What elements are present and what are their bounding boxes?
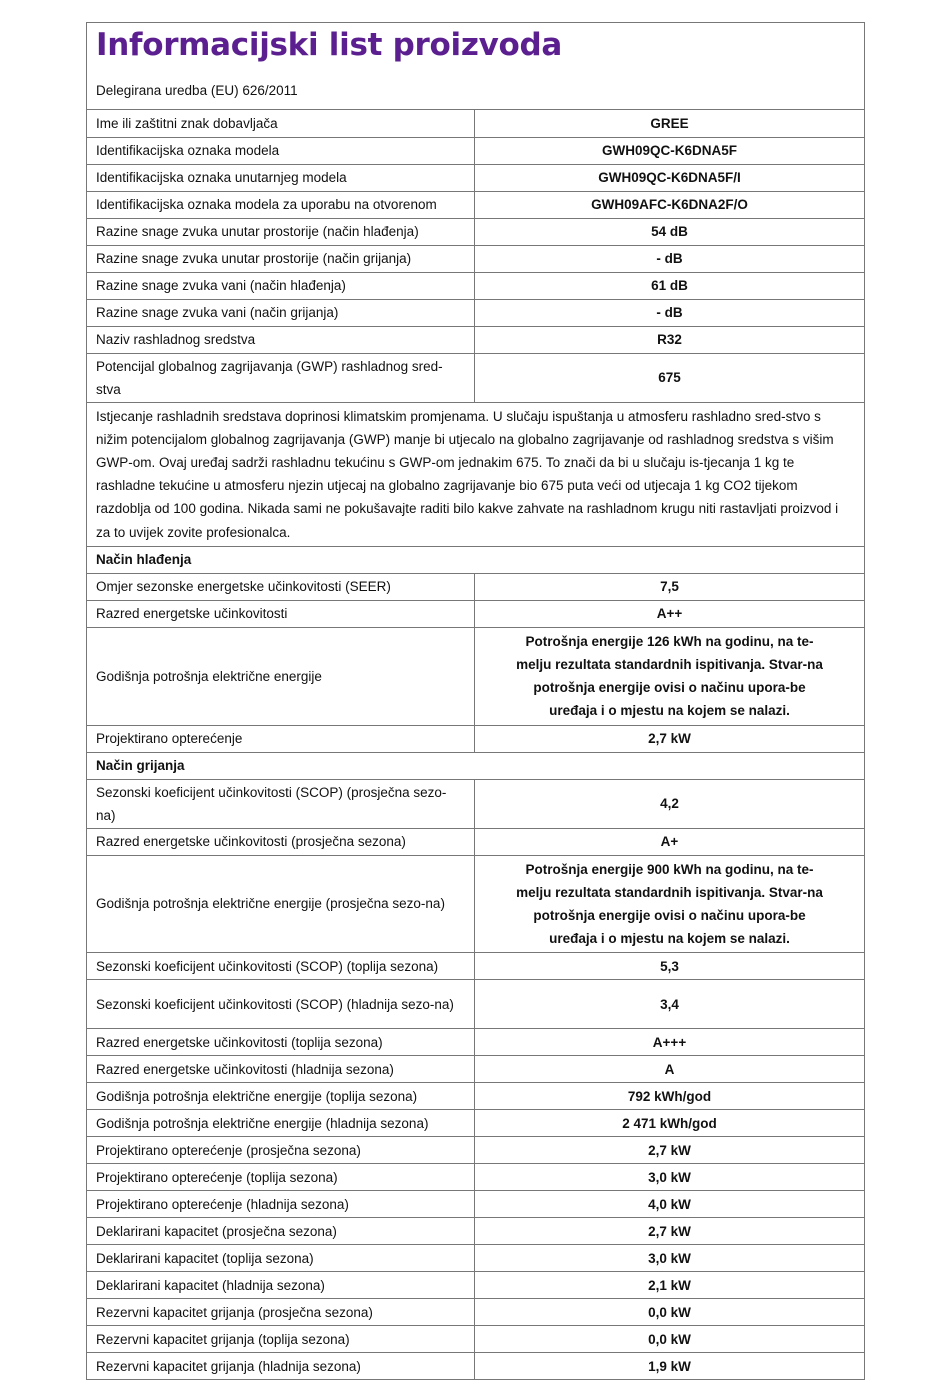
row-label: Sezonski koeficijent učinkovitosti (SCOP) (prosječna sezo-na) (87, 779, 475, 828)
row-value: Potrošnja energije 126 kWh na godinu, na te-melju rezultata standardnih ispitivanja. Stvar-na potrošnja energije ovisi o načinu upora-be uređaja i o mjestu na kojem se nalazi. (475, 627, 865, 725)
row-value: 5,3 (475, 953, 865, 980)
row-label: Ime ili zaštitni znak dobavljača (87, 110, 475, 137)
row-value: 3,0 kW (475, 1245, 865, 1272)
heating-heading: Način grijanja (87, 752, 864, 779)
table-row (87, 1353, 864, 1380)
row-label: Razine snage zvuka vani (način grijanja) (87, 299, 475, 326)
row-label: Deklarirani kapacitet (hladnija sezona) (87, 1272, 475, 1299)
row-label: Rezervni kapacitet grijanja (hladnija sezona) (87, 1353, 475, 1380)
table-row (87, 855, 864, 953)
table-row (87, 600, 864, 627)
row-label: Rezervni kapacitet grijanja (toplija sezona) (87, 1326, 475, 1353)
row-value: 2,7 kW (475, 1137, 865, 1164)
table-row (87, 980, 864, 1029)
row-value: 4,2 (475, 779, 865, 828)
row-label: Razine snage zvuka unutar prostorije (način hlađenja) (87, 218, 475, 245)
row-value: 2,7 kW (475, 725, 865, 752)
page-title: Informacijski list proizvoda (96, 27, 562, 63)
row-value: GWH09QC-K6DNA5F (475, 137, 865, 164)
row-value: - dB (475, 299, 865, 326)
row-label: Razine snage zvuka vani (način hlađenja) (87, 272, 475, 299)
table-row (87, 218, 864, 245)
table-row (87, 725, 864, 752)
table-row (87, 353, 864, 402)
table-row (87, 245, 864, 272)
row-value: - dB (475, 245, 865, 272)
gwp-notice: Istjecanje rashladnih sredstava doprinosi klimatskim promjenama. U slučaju ispuštanja u atmosferu rashladno sred-stvo s nižim potencijalom globalnog zagrijavanja (GWP) manje bi utjecalo na globalno zagrijavanje od rashladnog sredstva s višim GWP-om. Ovaj uređaj sadrži rashladnu tekućinu s GWP-om jednakim 675. To znači da bi u slučaju is-tjecanja 1 kg te rashladne tekućine u atmosferu njezin utjecaj na globalno zagrijavanje bio 675 puta veći od utjecaja 1 kg CO2 tijekom razdoblja od 100 godina. Nikada sami ne pokušavajte raditi bilo kakve zahvate na rashladnom krugu niti rastavljati proizvod i za to uvijek zovite profesionalca. (87, 402, 864, 546)
row-label: Godišnja potrošnja električne energije (87, 627, 475, 725)
regulation-reference: Delegirana uredba (EU) 626/2011 (87, 75, 864, 110)
table-row (87, 1029, 864, 1056)
table-row (87, 573, 864, 600)
table-row (87, 1245, 864, 1272)
table-row (87, 1110, 864, 1137)
row-value: 3,0 kW (475, 1164, 865, 1191)
product-information-sheet (86, 22, 865, 1380)
row-label: Projektirano opterećenje (hladnija sezona) (87, 1191, 475, 1218)
row-label: Naziv rashladnog sredstva (87, 326, 475, 353)
table-row (87, 627, 864, 725)
row-value: 2,1 kW (475, 1272, 865, 1299)
table-row (87, 191, 864, 218)
row-label: Godišnja potrošnja električne energije (toplija sezona) (87, 1083, 475, 1110)
row-value: 1,9 kW (475, 1353, 865, 1380)
row-value: R32 (475, 326, 865, 353)
row-label: Identifikacijska oznaka unutarnjeg modela (87, 164, 475, 191)
row-value: 3,4 (475, 980, 865, 1029)
row-label: Sezonski koeficijent učinkovitosti (SCOP) (hladnija sezo-na) (87, 980, 475, 1029)
section-heading-row (87, 752, 864, 779)
table-row (87, 828, 864, 855)
row-label: Razred energetske učinkovitosti (87, 600, 475, 627)
row-value: A+ (475, 828, 865, 855)
row-value: A+++ (475, 1029, 865, 1056)
row-value: 2,7 kW (475, 1218, 865, 1245)
table-row (87, 1191, 864, 1218)
row-label: Rezervni kapacitet grijanja (prosječna sezona) (87, 1299, 475, 1326)
table-row (87, 953, 864, 980)
row-label: Identifikacijska oznaka modela (87, 137, 475, 164)
table-row (87, 1164, 864, 1191)
row-value: GWH09QC-K6DNA5F/I (475, 164, 865, 191)
row-value: GWH09AFC-K6DNA2F/O (475, 191, 865, 218)
row-label: Razred energetske učinkovitosti (prosječna sezona) (87, 828, 475, 855)
row-value: 61 dB (475, 272, 865, 299)
row-label: Sezonski koeficijent učinkovitosti (SCOP) (toplija sezona) (87, 953, 475, 980)
row-value: A++ (475, 600, 865, 627)
row-value: 675 (475, 353, 865, 402)
row-value: GREE (475, 110, 865, 137)
row-value: Potrošnja energije 900 kWh na godinu, na te-melju rezultata standardnih ispitivanja. Stvar-na potrošnja energije ovisi o načinu upora-be uređaja i o mjestu na kojem se nalazi. (475, 855, 865, 953)
row-value: 792 kWh/god (475, 1083, 865, 1110)
row-value: 0,0 kW (475, 1326, 865, 1353)
table-row (87, 110, 864, 137)
table-row (87, 164, 864, 191)
table-row (87, 1137, 864, 1164)
table-row (87, 299, 864, 326)
row-label: Deklarirani kapacitet (toplija sezona) (87, 1245, 475, 1272)
section-heading-row (87, 546, 864, 573)
row-label: Godišnja potrošnja električne energije (prosječna sezo-na) (87, 855, 475, 953)
table-row (87, 1272, 864, 1299)
row-label: Potencijal globalnog zagrijavanja (GWP) rashladnog sred-stva (87, 353, 475, 402)
row-label: Razine snage zvuka unutar prostorije (način grijanja) (87, 245, 475, 272)
row-label: Godišnja potrošnja električne energije (hladnija sezona) (87, 1110, 475, 1137)
table-row (87, 1056, 864, 1083)
row-label: Razred energetske učinkovitosti (toplija sezona) (87, 1029, 475, 1056)
row-value: 7,5 (475, 573, 865, 600)
table-row (87, 1218, 864, 1245)
table-row (87, 272, 864, 299)
row-value: 2 471 kWh/god (475, 1110, 865, 1137)
row-label: Projektirano opterećenje (87, 725, 475, 752)
table-row (87, 137, 864, 164)
gwp-notice-row (87, 402, 864, 546)
table-row (87, 1083, 864, 1110)
cooling-heading: Način hlađenja (87, 546, 864, 573)
table-row (87, 326, 864, 353)
row-label: Projektirano opterećenje (toplija sezona) (87, 1164, 475, 1191)
row-label: Omjer sezonske energetske učinkovitosti (SEER) (87, 573, 475, 600)
row-label: Razred energetske učinkovitosti (hladnija sezona) (87, 1056, 475, 1083)
row-value: 0,0 kW (475, 1299, 865, 1326)
row-value: 54 dB (475, 218, 865, 245)
row-label: Deklarirani kapacitet (prosječna sezona) (87, 1218, 475, 1245)
row-value: A (475, 1056, 865, 1083)
table-row (87, 1299, 864, 1326)
table-row (87, 1326, 864, 1353)
row-value: 4,0 kW (475, 1191, 865, 1218)
spec-table (87, 110, 864, 1380)
table-row (87, 779, 864, 828)
row-label: Identifikacijska oznaka modela za uporabu na otvorenom (87, 191, 475, 218)
row-label: Projektirano opterećenje (prosječna sezona) (87, 1137, 475, 1164)
